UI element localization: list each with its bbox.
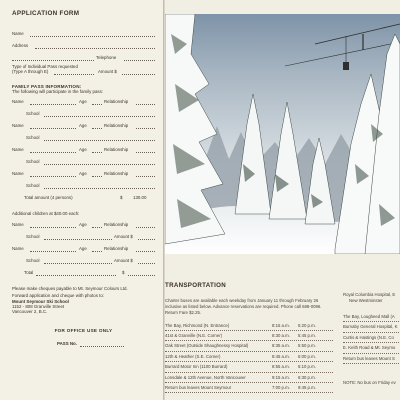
schedule-line-2: New Westminster [349,298,383,303]
transportation-section [165,282,333,393]
form-title: APPLICATION FORM [12,10,80,17]
additional-amount-line [138,263,155,264]
family-age-label: Age [79,171,87,176]
additional-children [12,222,155,270]
additional-school-row[interactable] [12,258,155,270]
schedule-col2-text: Burnaby General Hospital, K [343,324,398,330]
additional-total-line [36,275,116,276]
brochure-right-panel [165,0,400,400]
additional-total-currency: $ [122,270,125,275]
departure-time: 8:15 a.m. [272,322,290,328]
schedule-col2-items [343,312,400,364]
return-time: 9:45 p.m. [298,384,316,390]
additional-total-amount-line [128,275,155,276]
family-relationship-label: Relationship [104,123,129,128]
schedule-row [165,341,333,351]
family-relationship-line [136,104,155,105]
family-school-row[interactable] [12,183,155,195]
family-name-label: Name [12,147,24,152]
schedule-row [165,373,333,383]
family-school-label: School [26,135,40,140]
additional-amount-label: Amount $ [114,258,133,263]
address-label: Address [12,43,29,48]
family-total-value: 130.00 [133,195,147,200]
amount-line [122,74,155,75]
departure-time: 7:00 p.m. [272,384,290,390]
schedule-col2-item [343,354,400,364]
schedule-row [165,352,333,362]
schedule-col2-item [343,333,400,343]
departure-time: 8:55 a.m. [272,364,290,370]
family-school-label: School [26,183,40,188]
additional-age-line [92,227,102,228]
additional-name-line [30,227,76,228]
schedule-note: NOTE: No bus on Friday ev [343,379,396,385]
pass-number-label: PASS No. [57,341,77,346]
return-time: 5:45 p.m. [298,333,316,338]
family-relationship-label: Relationship [104,147,129,152]
schedule-row [165,362,333,372]
family-member-row[interactable] [12,147,155,159]
family-name-label: Name [12,123,24,128]
additional-name-label: Name [12,222,24,227]
schedule-col2-text: The Bay, Lougheed Mall (A [343,314,395,319]
departure-time: 8:45 a.m. [272,353,290,359]
family-heading: FAMILY PASS INFORMATION: [12,84,82,89]
departure-time: 9:15 a.m. [272,374,290,380]
additional-school-label: School [26,258,40,263]
schedule-col2-line [343,363,400,364]
additional-heading: Additional children at $40.00 each: [12,211,80,216]
return-time: 5:50 p.m. [298,343,316,349]
additional-total [12,270,155,286]
telephone-label: Telephone [96,55,117,60]
additional-relationship-label: Relationship [104,246,129,251]
additional-child-row[interactable] [12,246,155,258]
stop-name: Return bus leaves Mount Seymour [165,384,232,390]
return-time: 5:20 p.m. [298,322,316,328]
address-line-2 [12,60,94,61]
transportation-column-2 [343,292,400,385]
additional-school-row[interactable] [12,234,155,246]
stop-name: 12th & Heather (S.E. Corner) [165,353,221,359]
payment-instructions: Please make cheques payable to Mt. Seymour Colours Ltd. [12,286,128,291]
family-relationship-label: Relationship [104,171,129,176]
additional-name-line [30,251,76,252]
family-school-line [44,188,155,189]
family-school-line [44,140,155,141]
family-age-line [92,104,102,105]
return-time: 6:00 p.m. [298,353,316,359]
pass-type-label: Type of Individual Pass requested [12,64,78,69]
additional-name-label: Name [12,246,24,251]
stop-name: Lonsdale & 12th Avenue, North Vancouver [165,374,246,380]
family-age-label: Age [79,99,87,104]
pass-number-line [80,346,124,347]
office-use-heading: FOR OFFICE USE ONLY [54,328,113,333]
address-line [35,48,155,49]
additional-relationship-label: Relationship [104,222,129,227]
family-name-line [30,152,76,153]
family-name-line [30,176,76,177]
stop-name: Oak Street (Outside Shaughnessy Hospital) [165,343,249,349]
departure-time: 8:35 a.m. [272,343,290,349]
family-total-label: Total amount (4 persons) [24,195,73,200]
family-age-label: Age [79,123,87,128]
pass-type-field[interactable] [12,69,155,84]
snowy-forest-photo [165,14,400,254]
family-name-label: Name [12,99,24,104]
schedule-line-1: Royal Columbia Hospital, E [343,292,396,297]
schedule-col2-text: Curtis & Hastings (N.E. Co [343,334,394,340]
application-form-panel [0,0,163,400]
family-school-label: School [26,111,40,116]
transportation-title: TRANSPORTATION [165,282,227,289]
pass-type-sublabel: (Type A through E) [12,69,49,74]
schedule-row [165,331,333,341]
family-intro: The following will participate in the family pass: [12,89,104,94]
family-school-row[interactable] [12,111,155,123]
school-address-2: Vancouver 2, B.C. [12,309,48,314]
family-school-label: School [26,159,40,164]
telephone-field[interactable] [12,55,155,64]
family-school-row[interactable] [12,135,155,147]
telephone-line [124,60,155,61]
pass-type-line [54,74,94,75]
family-total-currency: $ [120,195,123,200]
name-field[interactable] [12,31,155,43]
additional-amount-label: Amount $ [114,234,133,239]
schedule-col2-item [343,343,400,353]
school-address-1: 1152 - 808 Granville Street [12,304,65,309]
family-relationship-line [136,128,155,129]
additional-total-label: Total [24,270,34,275]
schedule-col2-text: E. Keith Road & Mt. Seymo [343,345,396,351]
family-member-row[interactable] [12,123,155,135]
additional-child-row[interactable] [12,222,155,234]
address-field[interactable] [12,43,155,55]
additional-amount-line [138,239,155,240]
additional-school-label: School [26,234,40,239]
additional-relationship-line [136,251,155,252]
additional-age-label: Age [79,222,87,227]
return-time: 6:10 p.m. [298,364,316,370]
family-name-label: Name [12,171,24,176]
return-time: 6:30 p.m. [298,374,316,380]
additional-school-line [44,263,112,264]
additional-relationship-line [136,227,155,228]
family-age-line [92,128,102,129]
name-label: Name [12,31,24,36]
family-name-line [30,104,76,105]
stop-name: Burrard Motor Inn (1100 Burrard) [165,364,228,370]
family-relationship-line [136,176,155,177]
schedule-row [165,383,333,393]
additional-school-line [44,239,112,240]
schedule-col2-text: Return bus leaves Mount S [343,355,395,361]
additional-age-label: Age [79,246,87,251]
family-age-line [92,176,102,177]
schedule-col2-item [343,312,400,322]
name-line [30,36,155,37]
family-school-row[interactable] [12,159,155,171]
family-age-label: Age [79,147,87,152]
departure-time: 8:30 a.m. [272,333,290,338]
family-member-row[interactable] [12,99,155,111]
additional-age-line [92,251,102,252]
schedule-col2-item [343,322,400,332]
family-total [12,195,155,209]
family-name-line [30,128,76,129]
family-members [12,99,155,195]
transportation-paragraph: Charter buses are available each weekday from January 11 through February 26 inclusive as listed below. Advance reservations are required. Phone call 688-0096. Return Fare $2.25. [165,298,322,316]
stop-name: 41st & Granville (N.E. Corner) [165,333,223,338]
forward-instructions: Forward application and cheque with photos to: [12,293,105,298]
stop-name: The Bay, Richmond (N. Entrance) [165,322,230,328]
amount-label: Amount $ [98,69,117,74]
schedule-row [165,321,333,331]
school-name: Mount Seymour Ski School [12,299,69,304]
pass-number-field [12,341,155,353]
family-relationship-line [136,152,155,153]
family-relationship-label: Relationship [104,99,129,104]
family-age-line [92,152,102,153]
family-school-line [44,116,155,117]
schedule-row-line [165,392,333,393]
family-member-row[interactable] [12,171,155,183]
bus-schedule [165,321,333,394]
family-school-line [44,164,155,165]
